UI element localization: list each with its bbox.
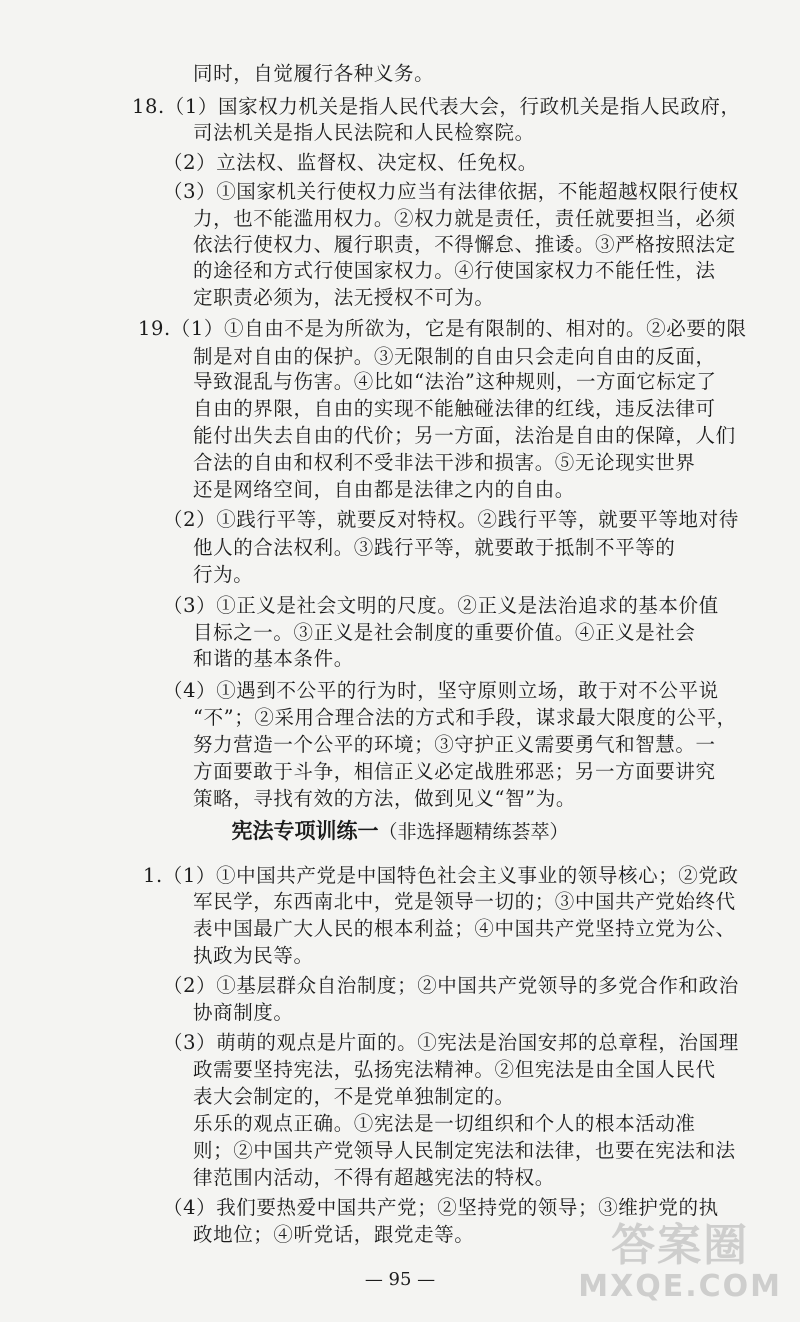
- text-line: 表大会制定的，不是党单独制定的。: [193, 1085, 515, 1108]
- text-line: （4）①遇到不公平的行为时，坚守原则立场，敢于对不公平说: [163, 679, 719, 702]
- text-line: 合法的自由和权利不受非法干涉和损害。⑤无论现实世界: [193, 451, 696, 474]
- text-line: 他人的合法权利。③践行平等，就要敢于抵制不平等的: [193, 536, 676, 559]
- text-line: （2）立法权、监督权、决定权、任免权。: [163, 151, 538, 174]
- text-line: 的途径和方式行使国家权力。④行使国家权力不能任性，法: [193, 259, 716, 282]
- text-line: 执政为民等。: [193, 944, 314, 967]
- text-line: 表中国最广大人民的根本利益；④中国共产党坚持立党为公、: [193, 917, 736, 940]
- section-heading-subtitle: （非选择题精练荟萃）: [378, 821, 569, 843]
- text-line: 军民学，东西南北中，党是领导一切的；③中国共产党始终代: [193, 890, 736, 913]
- text-line: 1.（1）①中国共产党是中国特色社会主义事业的领导核心；②党政: [143, 864, 739, 887]
- text-line: 依法行使权力、履行职责，不得懈怠、推诿。③严格按照法定: [193, 233, 736, 256]
- text-line: 政需要坚持宪法，弘扬宪法精神。②但宪法是由全国人民代: [193, 1058, 716, 1081]
- text-line: 努力营造一个公平的环境；③守护正义需要勇气和智慧。一: [193, 733, 716, 756]
- text-line: 目标之一。③正义是社会制度的重要价值。④正义是社会: [193, 621, 696, 644]
- text-line: （3）①国家机关行使权力应当有法律依据，不能超越权限行使权: [163, 180, 739, 203]
- text-line: 方面要敢于斗争，相信正义必定战胜邪恶；另一方面要讲究: [193, 760, 716, 783]
- text-line: 行为。: [193, 563, 254, 586]
- section-heading-title: 宪法专项训练一: [231, 819, 379, 843]
- text-line: 则；②中国共产党领导人民制定宪法和法律，也要在宪法和法: [193, 1139, 736, 1162]
- text-line: 能付出失去自由的代价；另一方面，法治是自由的保障，人们: [193, 424, 736, 447]
- page-number: — 95 —: [364, 1269, 436, 1290]
- text-line: （3）萌萌的观点是片面的。①宪法是治国安邦的总章程，治国理: [163, 1031, 739, 1054]
- text-line: （3）①正义是社会文明的尺度。②正义是法治追求的基本价值: [163, 594, 719, 617]
- text-line: 导致混乱与伤害。④比如“法治”这种规则，一方面它标定了: [193, 370, 717, 393]
- text-line: （2）①基层群众自治制度；②中国共产党领导的多党合作和政治: [163, 974, 739, 997]
- text-line: 政地位；④听党话，跟党走等。: [193, 1223, 475, 1246]
- text-line: 制是对自由的保护。③无限制的自由只会走向自由的反面，: [193, 345, 716, 368]
- text-line: 和谐的基本条件。: [193, 647, 354, 670]
- text-line: （2）①践行平等，就要反对特权。②践行平等，就要平等地对待: [163, 508, 739, 531]
- text-line: “不”；②采用合理合法的方式和手段，谋求最大限度的公平，: [193, 706, 737, 729]
- text-line: 19.（1）①自由不是为所欲为，它是有限制的、相对的。②必要的限: [138, 317, 747, 340]
- watermark-logo: [578, 1222, 782, 1304]
- text-line: 策略，寻找有效的方法，做到见义“智”为。: [193, 787, 576, 810]
- text-line: 18.（1）国家权力机关是指人民代表大会，行政机关是指人民政府，: [132, 95, 741, 118]
- text-line: 定职责必须为，法无授权不可为。: [193, 286, 495, 309]
- text-line: 还是网络空间，自由都是法律之内的自由。: [193, 478, 575, 501]
- text-line: 乐乐的观点正确。①宪法是一切组织和个人的根本活动准: [193, 1112, 696, 1135]
- text-line: 自由的界限，自由的实现不能触碰法律的红线，违反法律可: [193, 397, 716, 420]
- text-line: 协商制度。: [193, 1001, 294, 1024]
- text-line: （4）我们要热爱中国共产党；②坚持党的领导；③维护党的执: [163, 1196, 719, 1219]
- text-line: 力，也不能滥用权力。②权力就是责任，责任就要担当，必须: [193, 207, 736, 230]
- text-line: 同时，自觉履行各种义务。: [193, 62, 435, 85]
- watermark-url: MXQE.COM: [578, 1269, 782, 1304]
- section-heading: [0, 818, 800, 845]
- text-line: 律范围内活动，不得有超越宪法的特权。: [193, 1166, 555, 1189]
- watermark-text: 答案圈: [611, 1220, 750, 1271]
- text-line: 司法机关是指人民法院和人民检察院。: [193, 121, 535, 144]
